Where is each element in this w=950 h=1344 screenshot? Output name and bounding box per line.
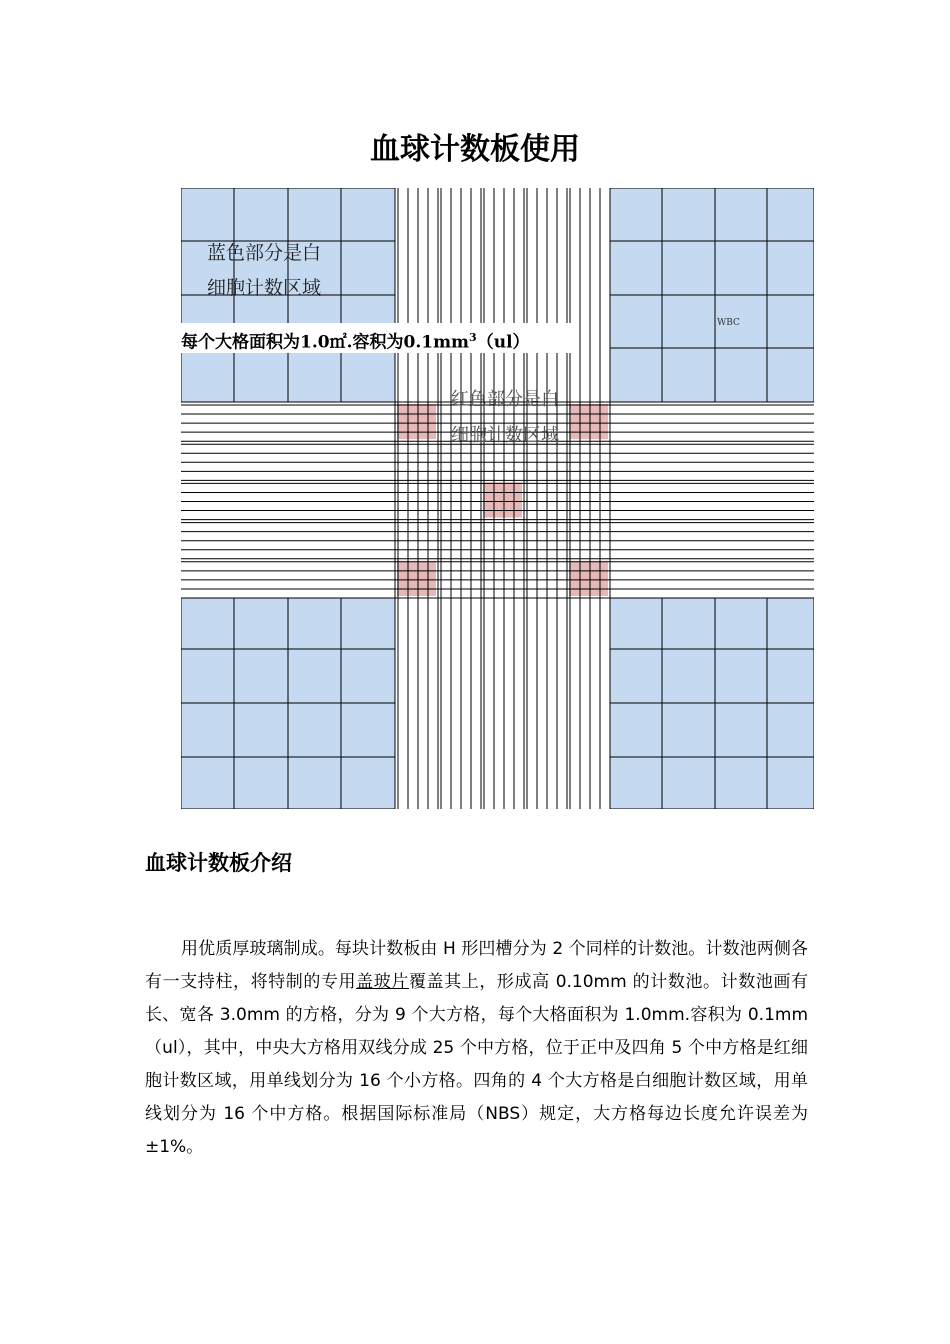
hemocytometer-grid-figure <box>181 188 814 809</box>
rbc-square-bottom-right <box>569 561 608 596</box>
area-volume-note <box>181 323 579 353</box>
wbc-region-label-line2: 细胞计数区域 <box>207 277 322 299</box>
rbc-region-label-line1: 红色部分是白 <box>451 389 559 410</box>
section-heading: 血球计数板介绍 <box>145 851 292 875</box>
wbc-region-label-line1: 蓝色部分是白 <box>207 242 322 264</box>
wbc-abbreviation: WBC <box>717 318 740 328</box>
rbc-square-center <box>483 482 522 517</box>
intro-paragraph <box>145 933 808 1164</box>
page-title: 血球计数板使用 <box>370 132 580 167</box>
rbc-region-label-line2: 细胞计数区域 <box>451 425 559 446</box>
intro-paragraph-part1: 用优质厚玻璃制成。每块计数板由 H 形凹槽分为 2 个同样的计数池。计数池两侧各有一支持柱，将特制的专用 <box>145 939 808 992</box>
area-volume-note-unit: （ul） <box>476 332 530 353</box>
area-volume-note-text: 每个大格面积为1.0㎡.容积为0.1mm <box>181 332 470 353</box>
rbc-square-top-right <box>569 404 608 439</box>
rbc-square-top-left <box>397 404 436 439</box>
intro-paragraph-part2: 覆盖其上，形成高 0.10mm 的计数池。计数池画有长、宽各 3.0mm 的方格，分为 9 个大方格，每个大格面积为 1.0mm.容积为 0.1mm（ul），其中，中央大方格用双线分成 25 个中方格，位于正中及四角 5 个中方格是红细胞计数区域，用单线划分为 16 个小方格。四角的 4 个大方格是白细胞计数区域，用单线划分为 16 个中方格。根据国际标准局（NBS）规定，大方格每边长度允许误差为±1%。 <box>145 972 809 1157</box>
rbc-square-bottom-left <box>397 561 436 596</box>
cover-glass-link[interactable]: 盖玻片 <box>356 972 409 992</box>
area-volume-note-superscript: 3 <box>469 331 477 344</box>
